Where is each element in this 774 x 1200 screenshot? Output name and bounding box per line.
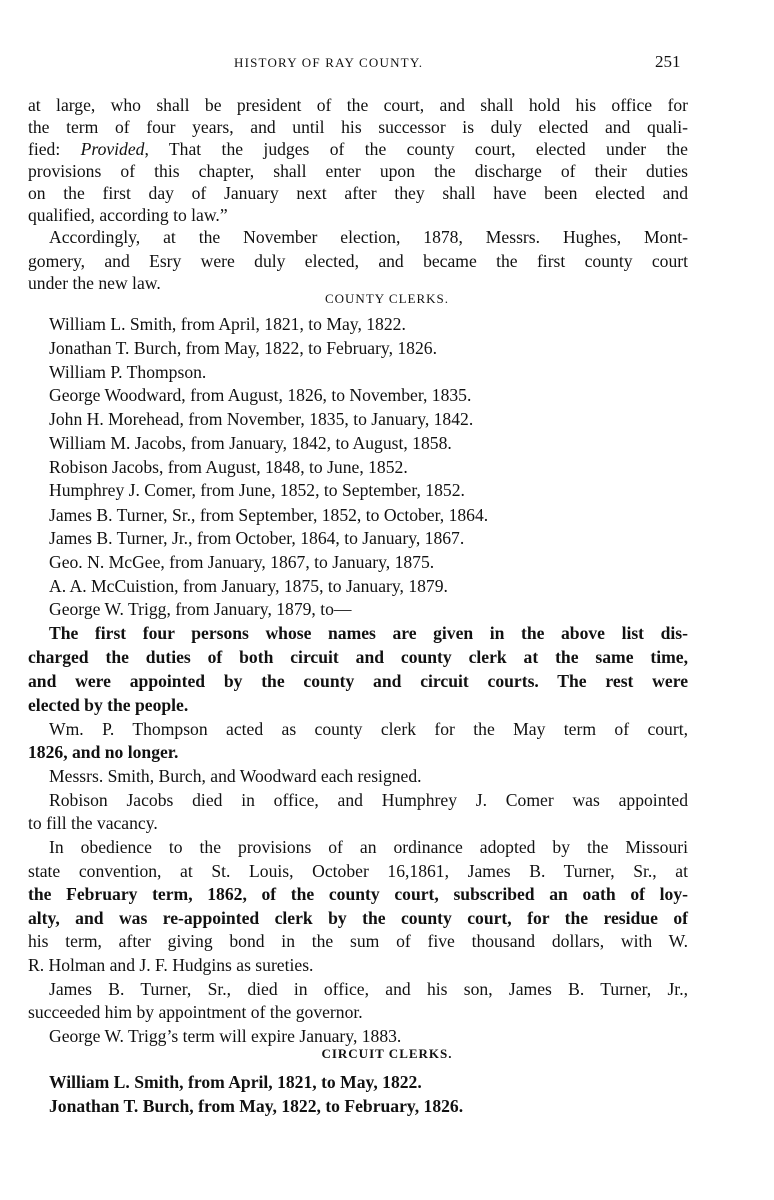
text-line: elected by the people. (28, 695, 189, 715)
list-item: James B. Turner, Sr., from September, 1852, to October, 1864. (49, 505, 489, 525)
list-item: A. A. McCuistion, from January, 1875, to January, 1879. (49, 576, 448, 596)
italic-term: Provided (80, 139, 145, 159)
list-item: William L. Smith, from April, 1821, to May, 1822. (49, 1072, 422, 1092)
list-item: George Woodward, from August, 1826, to November, 1835. (49, 385, 472, 405)
text-line: to fill the vacancy. (28, 813, 158, 833)
running-head: HISTORY OF RAY COUNTY. (234, 55, 424, 70)
text-line: his term, after giving bond in the sum of five thousand dollars, with W. (28, 931, 688, 951)
text-line: Messrs. Smith, Burch, and Woodward each resigned. (49, 766, 422, 786)
text-line: qualified, according to law.” (28, 205, 228, 225)
section-heading-county-clerks: COUNTY CLERKS. (324, 291, 450, 306)
text-line: provisions of this chapter, shall enter upon the discharge of their duties (28, 161, 688, 181)
text-line: state convention, at St. Louis, October 16,1861, James B. Turner, Sr., at (28, 861, 688, 881)
list-item: Robison Jacobs, from August, 1848, to June, 1852. (49, 457, 408, 477)
list-item: Jonathan T. Burch, from May, 1822, to February, 1826. (49, 338, 437, 358)
text-line: Wm. P. Thompson acted as county clerk for the May term of court, (49, 719, 688, 739)
list-item: Humphrey J. Comer, from June, 1852, to September, 1852. (49, 480, 465, 500)
list-item: William P. Thompson. (49, 362, 207, 382)
list-item: James B. Turner, Jr., from October, 1864, to January, 1867. (49, 528, 465, 548)
text-line: and were appointed by the county and circuit courts. The rest were (28, 671, 688, 691)
list-item: William L. Smith, from April, 1821, to May, 1822. (49, 314, 406, 334)
text-line: succeeded him by appointment of the governor. (28, 1002, 363, 1022)
list-item: George W. Trigg, from January, 1879, to— (49, 599, 352, 619)
page-number: 251 (655, 52, 681, 71)
text-line: James B. Turner, Sr., died in office, and his son, James B. Turner, Jr., (49, 979, 688, 999)
text-line: Accordingly, at the November election, 1878, Messrs. Hughes, Mont- (49, 227, 688, 247)
text-line: 1826, and no longer. (28, 742, 179, 762)
text-line: The first four persons whose names are given in the above list dis- (49, 623, 688, 643)
text-line: fied: Provided, That the judges of the county court, elected under the (28, 139, 688, 159)
text-line: the term of four years, and until his successor is duly elected and quali- (28, 117, 688, 137)
text-line: Robison Jacobs died in office, and Humphrey J. Comer was appointed (49, 790, 688, 810)
text-line: alty, and was re-appointed clerk by the county court, for the residue of (28, 908, 688, 928)
text-line: charged the duties of both circuit and county clerk at the same time, (28, 647, 688, 667)
text-line: In obedience to the provisions of an ordinance adopted by the Missouri (49, 837, 688, 857)
list-item: William M. Jacobs, from January, 1842, to August, 1858. (49, 433, 452, 453)
section-heading-circuit-clerks: CIRCUIT CLERKS. (321, 1046, 453, 1061)
list-item: Jonathan T. Burch, from May, 1822, to February, 1826. (49, 1096, 464, 1116)
text-line: the February term, 1862, of the county court, subscribed an oath of loy- (28, 884, 688, 904)
text-line: R. Holman and J. F. Hudgins as sureties. (28, 955, 314, 975)
text-line: on the first day of January next after they shall have been elected and (28, 183, 688, 203)
text-line: George W. Trigg’s term will expire January, 1883. (49, 1026, 402, 1046)
text-line: at large, who shall be president of the court, and shall hold his office for (28, 95, 688, 115)
text-line: under the new law. (28, 273, 161, 293)
list-item: John H. Morehead, from November, 1835, to January, 1842. (49, 409, 474, 429)
list-item: Geo. N. McGee, from January, 1867, to January, 1875. (49, 552, 435, 572)
text-line: gomery, and Esry were duly elected, and became the first county court (28, 251, 688, 271)
